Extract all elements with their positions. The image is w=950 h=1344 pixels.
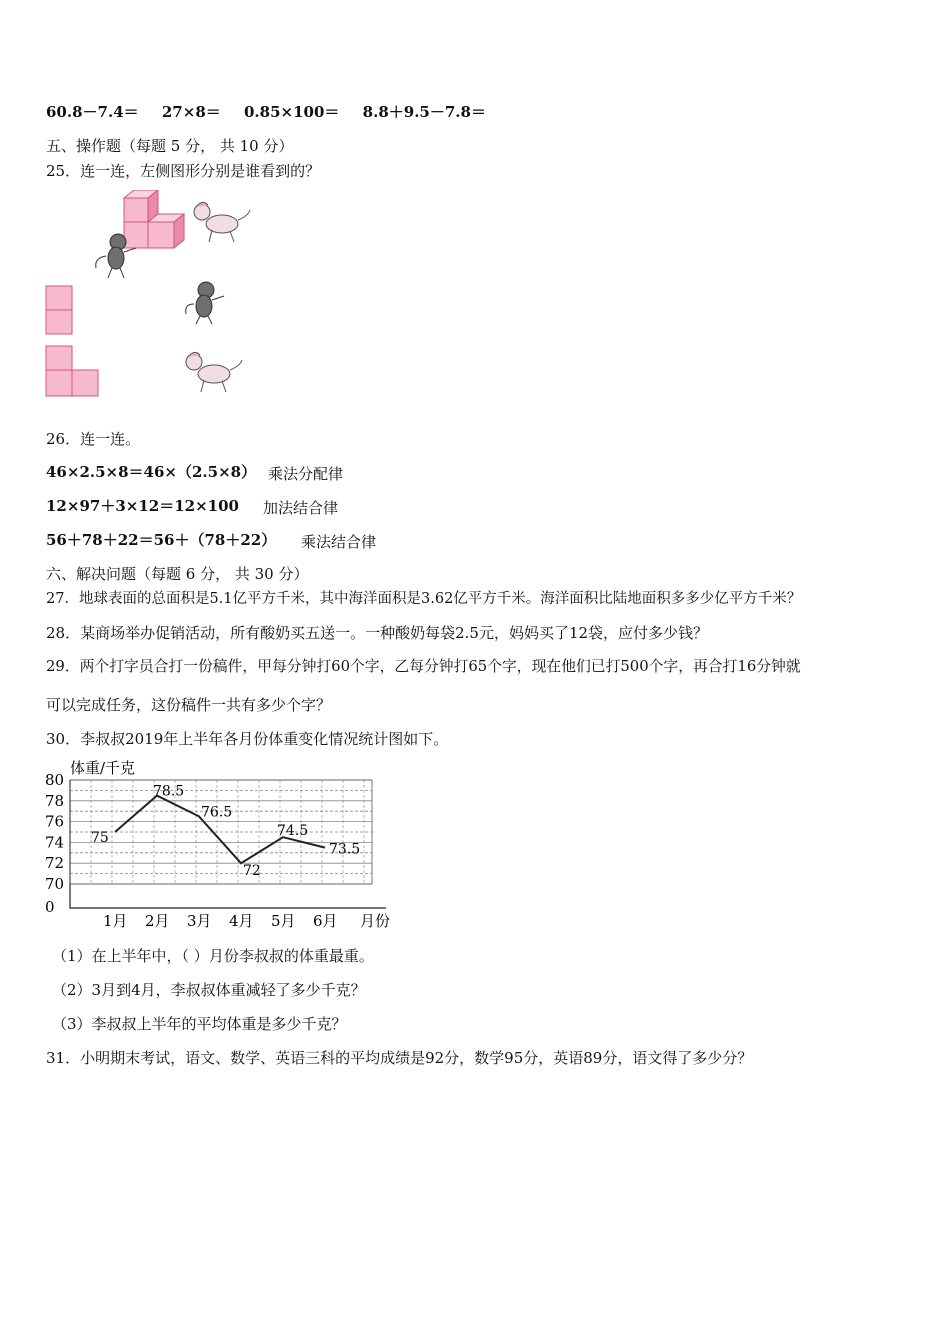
y-tick-label: 80 (45, 771, 65, 789)
q26-law-1: 乘法分配律 (268, 465, 344, 483)
y-tick-label: 76 (45, 812, 65, 831)
x-tick-label: 1月 (103, 912, 128, 930)
cube-stack-icon (124, 190, 184, 248)
calc-item-2: 27×8＝ (161, 103, 221, 121)
q25-figure (44, 190, 264, 410)
question-29-line2: 可以完成任务，这份稿件一共有多少个字？ (46, 696, 332, 714)
q26-expr-1: 46×2.5×8＝46×（2.5×8） (46, 463, 257, 481)
question-31: 31．小明期末考试，语文、数学、英语三科的平均成绩是92分，数学95分，英语89分，语文得了多少分？ (46, 1049, 753, 1067)
data-label: 76.5 (201, 804, 233, 821)
monkey-icon-2 (186, 282, 224, 324)
chart-xlabel: 月份 (360, 912, 391, 930)
question-28: 28．某商场举办促销活动，所有酸奶买五送一。一种酸奶每袋2.5元，妈妈买了12袋，应付多少钱？ (46, 624, 709, 642)
question-26: 26．连一连。 (46, 430, 141, 448)
view-shape-1 (46, 286, 72, 334)
chart-x-ticks (103, 912, 338, 930)
weight-line-chart (40, 756, 400, 936)
data-label: 75 (91, 830, 109, 846)
y-tick-label: 78 (45, 791, 65, 810)
calc-item-4: 8.8＋9.5－7.8＝ (362, 103, 486, 121)
y-tick-label: 72 (45, 854, 65, 873)
calc-item-1: 60.8－7.4＝ (46, 103, 139, 121)
x-tick-label: 5月 (271, 912, 296, 930)
question-30-sub1: （1）在上半年中，（ ）月份李叔叔的体重最重。 (52, 947, 374, 965)
data-label: 78.5 (153, 783, 185, 800)
view-shape-2 (46, 346, 98, 396)
data-label: 72 (243, 863, 261, 880)
y-tick-label: 74 (45, 833, 65, 852)
data-label: 74.5 (277, 823, 309, 840)
question-25: 25．连一连，左侧图形分别是谁看到的？ (46, 162, 321, 180)
q26-law-3: 乘法结合律 (301, 533, 377, 551)
data-label: 73.5 (329, 841, 361, 858)
x-tick-label: 6月 (313, 912, 338, 930)
x-tick-label: 3月 (187, 912, 212, 930)
y-tick-label: 70 (45, 875, 65, 893)
x-tick-label: 4月 (229, 912, 254, 930)
question-27: 27．地球表面的总面积是5.1亿平方千米，其中海洋面积是3.62亿平方千米。海洋面积比陆地面积多多少亿平方千米？ (46, 591, 802, 607)
q26-law-2: 加法结合律 (263, 499, 339, 517)
dog-icon (194, 202, 250, 242)
chart-ylabel: 体重/千克 (70, 759, 136, 777)
question-29-line1: 29．两个打字员合打一份稿件，甲每分钟打60个字，乙每分钟打65个字，现在他们已打500个字，再合打16分钟就 (46, 658, 801, 675)
calc-row (46, 103, 486, 121)
question-30: 30．李叔叔2019年上半年各月份体重变化情况统计图如下。 (46, 730, 449, 748)
y-tick-label: 0 (45, 898, 55, 916)
q26-expr-2: 12×97＋3×12＝12×100 (46, 497, 239, 515)
x-tick-label: 2月 (145, 912, 170, 930)
chart-y-ticks (45, 771, 64, 916)
dog-icon-2 (186, 352, 242, 392)
calc-item-3: 0.85×100＝ (244, 103, 340, 121)
question-30-sub2: （2）3月到4月，李叔叔体重减轻了多少千克？ (52, 981, 366, 999)
section5-heading: 五、操作题（每题 5 分， 共 10 分） (46, 137, 294, 155)
chart-data-labels (91, 784, 360, 880)
section6-heading: 六、解决问题（每题 6 分， 共 30 分） (46, 565, 309, 583)
question-30-sub3: （3）李叔叔上半年的平均体重是多少千克？ (52, 1015, 347, 1033)
q26-expr-3: 56＋78＋22＝56＋（78＋22） (46, 531, 277, 549)
